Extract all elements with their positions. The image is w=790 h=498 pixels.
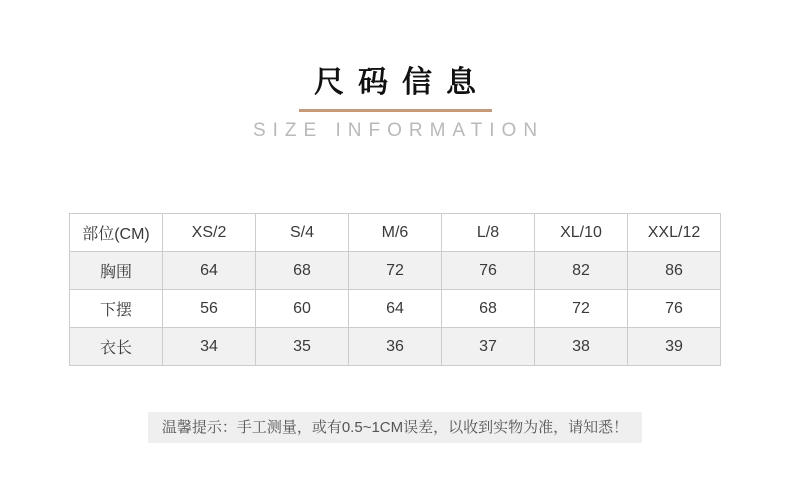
cell-length-s: 35: [256, 328, 349, 366]
cell-chest-s: 68: [256, 252, 349, 290]
size-table-head: [70, 214, 721, 252]
title-block: [0, 0, 790, 143]
table-row-chest: [70, 252, 721, 290]
page-subtitle: SIZE INFORMATION: [252, 120, 545, 141]
title-divider: [299, 109, 492, 112]
cell-length-l: 37: [442, 328, 535, 366]
column-header-xs: XS/2: [163, 214, 256, 252]
cell-chest-l: 76: [442, 252, 535, 290]
cell-length-m: 36: [349, 328, 442, 366]
cell-hem-s: 60: [256, 290, 349, 328]
size-table-body: [70, 252, 721, 366]
column-header-part: 部位(CM): [70, 214, 163, 252]
cell-length-xl: 38: [535, 328, 628, 366]
page-title: 尺码信息: [314, 66, 490, 99]
column-header-s: S/4: [256, 214, 349, 252]
measurement-note: 温馨提示：手工测量，或有0.5~1CM误差，以收到实物为准，请知悉！: [148, 412, 642, 443]
column-header-m: M/6: [349, 214, 442, 252]
row-label-chest: 胸围: [70, 252, 163, 290]
cell-hem-xs: 56: [163, 290, 256, 328]
column-header-l: L/8: [442, 214, 535, 252]
note-wrap: [0, 412, 790, 443]
cell-chest-xxl: 86: [628, 252, 721, 290]
cell-chest-xs: 64: [163, 252, 256, 290]
cell-chest-xl: 82: [535, 252, 628, 290]
size-table: [69, 213, 721, 366]
cell-length-xs: 34: [163, 328, 256, 366]
cell-hem-xl: 72: [535, 290, 628, 328]
cell-length-xxl: 39: [628, 328, 721, 366]
column-header-xxl: XXL/12: [628, 214, 721, 252]
column-header-xl: XL/10: [535, 214, 628, 252]
table-row-hem: [70, 290, 721, 328]
cell-hem-m: 64: [349, 290, 442, 328]
row-label-length: 衣长: [70, 328, 163, 366]
table-header-row: [70, 214, 721, 252]
table-row-length: [70, 328, 721, 366]
cell-hem-l: 68: [442, 290, 535, 328]
cell-hem-xxl: 76: [628, 290, 721, 328]
cell-chest-m: 72: [349, 252, 442, 290]
row-label-hem: 下摆: [70, 290, 163, 328]
